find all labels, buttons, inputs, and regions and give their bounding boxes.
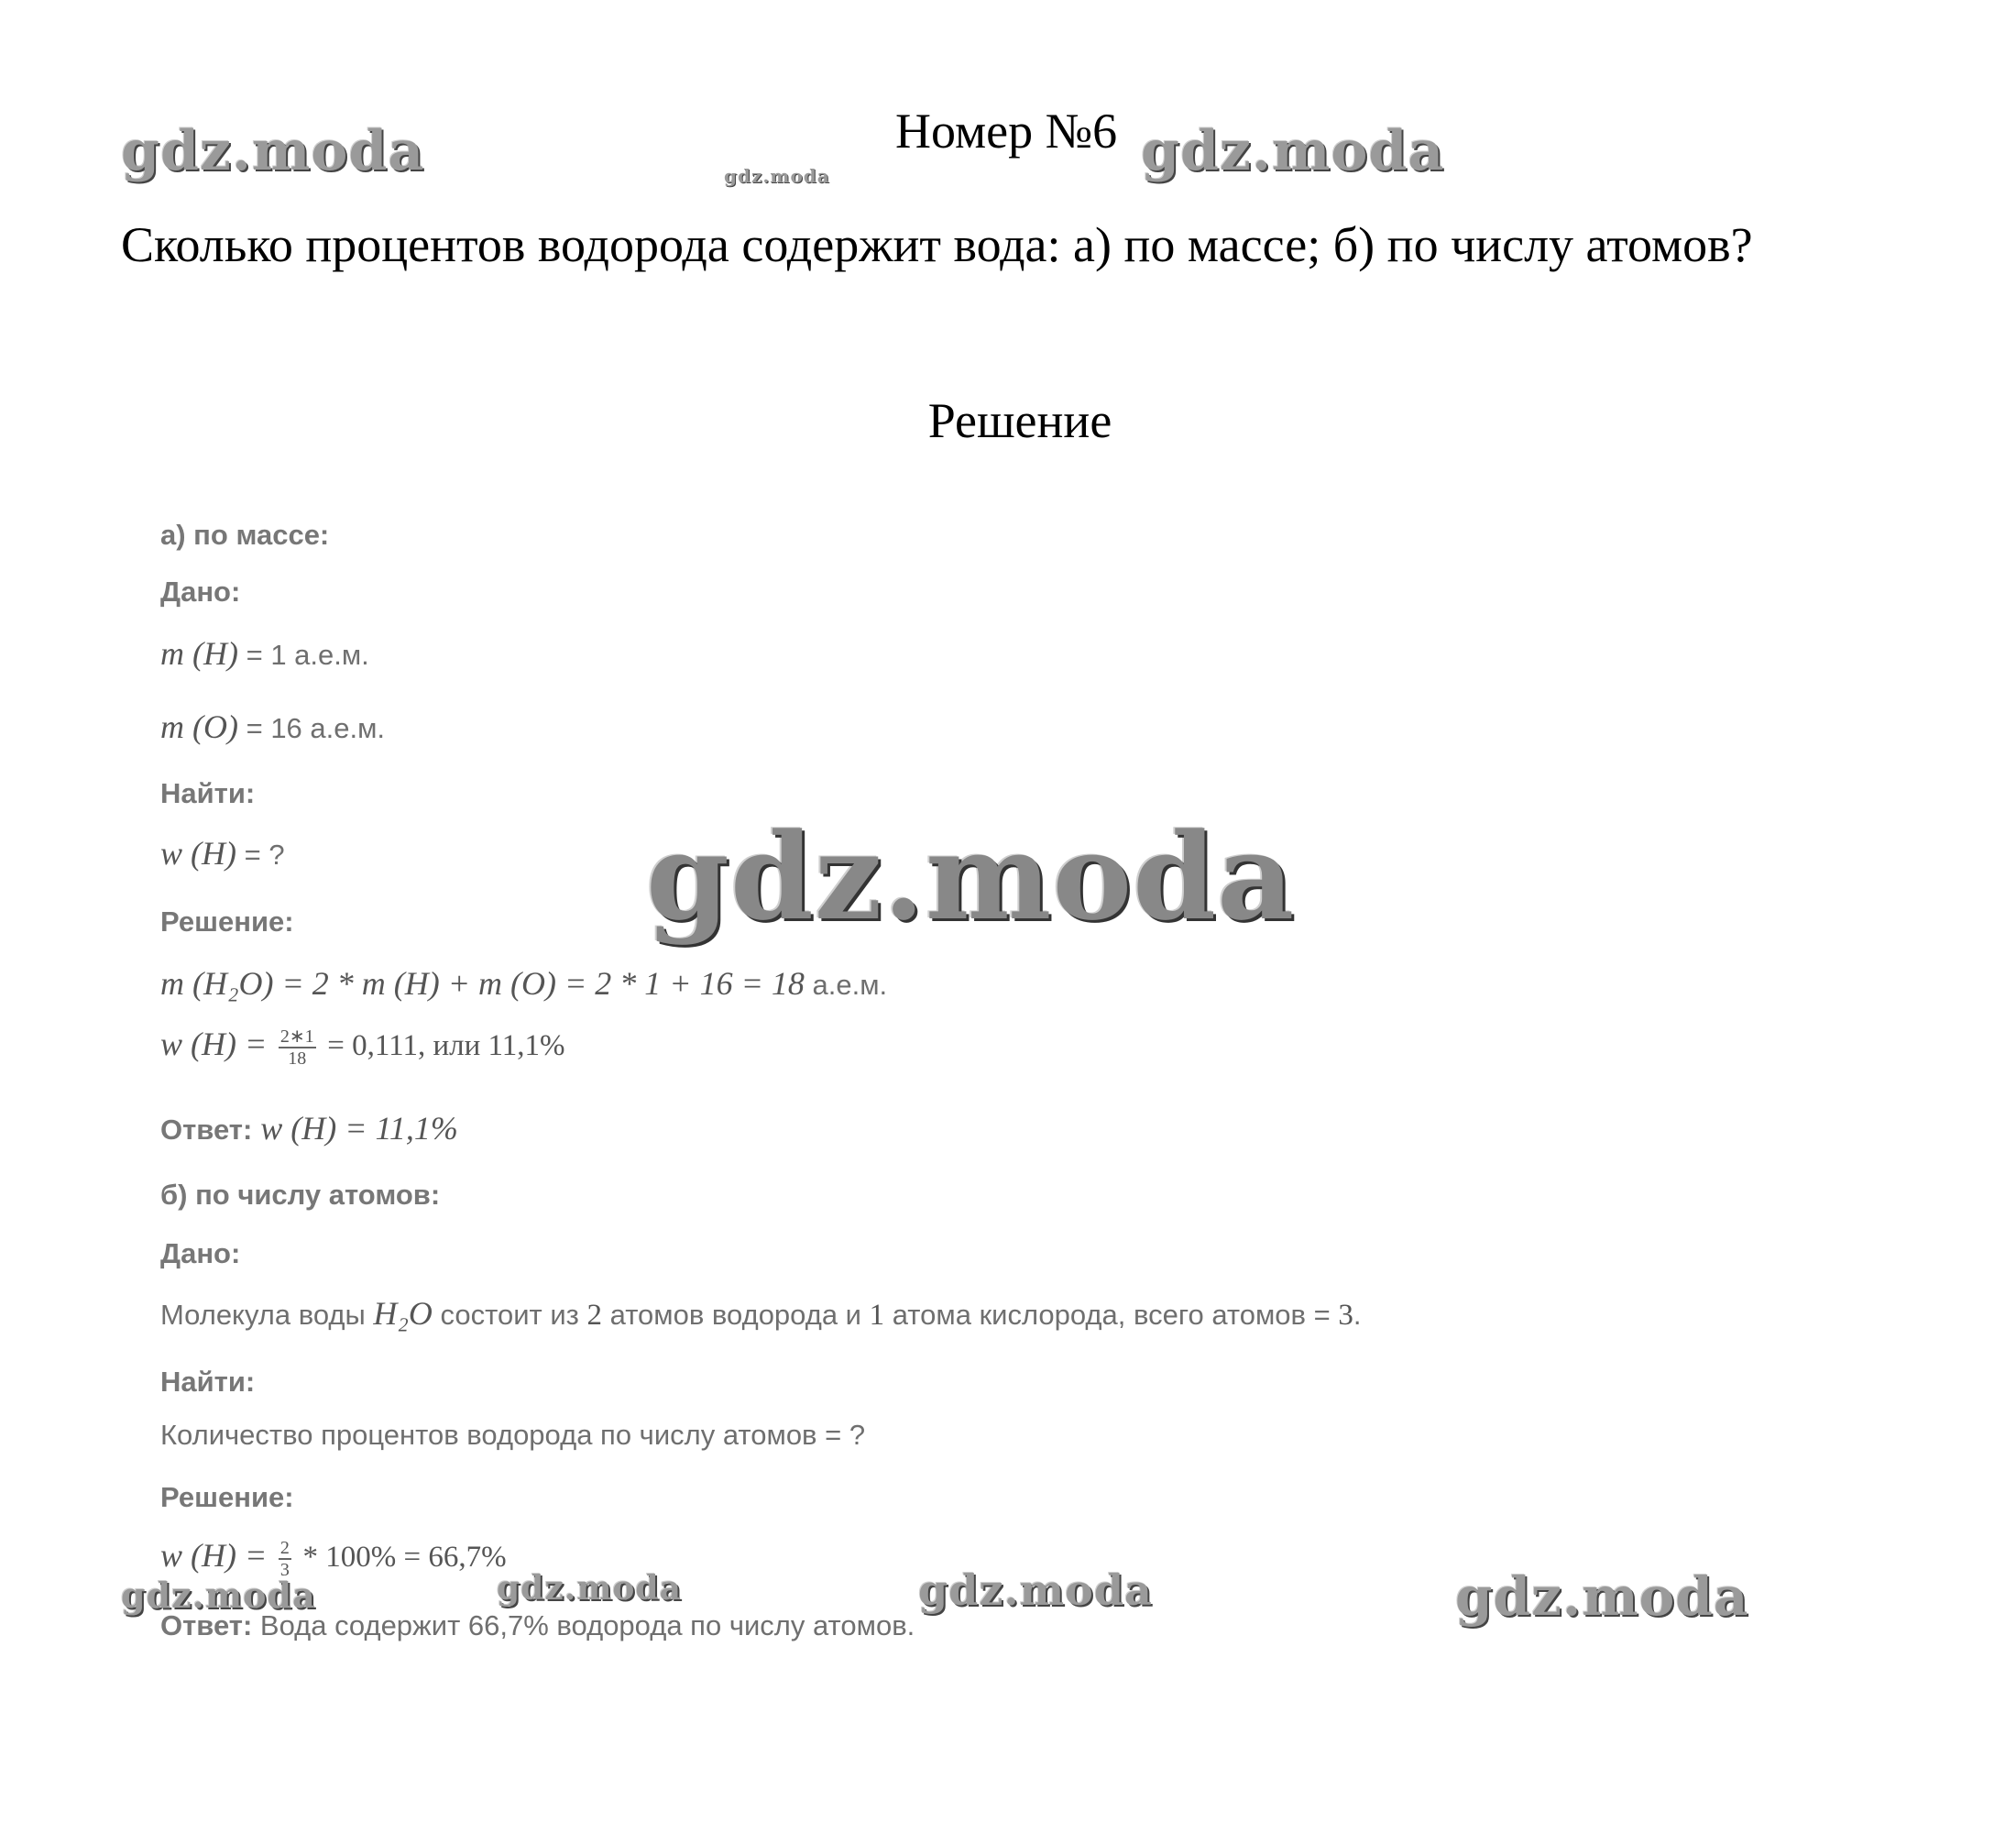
part-b-equation xyxy=(160,1536,507,1580)
part-b-eq-denominator: 3 xyxy=(279,1559,290,1580)
watermark-center: gdz.moda xyxy=(646,807,1296,947)
find-symbol: w (H) xyxy=(160,835,236,872)
eq2-denominator: 18 xyxy=(288,1048,307,1069)
watermark-top-small: gdz.moda xyxy=(724,165,830,187)
eq1-expression: m (H₂O) = 2 * m (H) + m (O) = 2 * 1 + 16 = 18 xyxy=(160,965,805,1002)
watermark-bottom-4: gdz.moda xyxy=(1455,1565,1749,1628)
given-2-symbol: m (O) xyxy=(160,708,238,745)
given-n3: 3 xyxy=(1338,1299,1353,1332)
part-a-given-2 xyxy=(160,708,385,746)
page-title: Номер №6 xyxy=(895,104,1118,159)
eq2-fraction xyxy=(279,1026,316,1069)
watermark-bottom-2: gdz.moda xyxy=(497,1569,682,1608)
part-a-equation-2 xyxy=(160,1025,565,1069)
watermark-bottom-3: gdz.moda xyxy=(918,1565,1153,1615)
part-a-answer xyxy=(160,1109,458,1147)
eq2-prefix: w (H) = xyxy=(160,1026,268,1062)
part-b-given-label: Дано: xyxy=(160,1237,241,1269)
part-a-equation-1 xyxy=(160,964,887,1003)
given-text-3: атомов водорода и xyxy=(609,1299,861,1331)
given-1-value: = 1 а.е.м. xyxy=(237,639,369,671)
part-b-eq-fraction xyxy=(279,1538,291,1580)
part-a-given-label: Дано: xyxy=(160,576,241,608)
part-a-solution-label: Решение: xyxy=(160,906,294,938)
given-n2: 1 xyxy=(869,1299,885,1332)
part-a-find xyxy=(160,834,285,873)
part-b-find-label: Найти: xyxy=(160,1366,256,1398)
given-text-4: атома кислорода, всего атомов = xyxy=(892,1299,1331,1331)
part-b-given-text xyxy=(160,1294,1361,1333)
given-1-symbol: m (H) xyxy=(160,635,238,672)
part-a-given-1 xyxy=(160,634,369,673)
watermark-bottom-1: gdz.moda xyxy=(121,1575,316,1616)
question-text: Сколько процентов водорода содержит вода: а) по массе; б) по числу атомов? xyxy=(121,217,1753,272)
watermark-top-left: gdz.moda xyxy=(121,119,425,183)
given-text-5: . xyxy=(1353,1299,1362,1331)
solution-heading: Решение xyxy=(927,393,1112,448)
part-b-heading: б) по числу атомов: xyxy=(160,1179,441,1211)
part-b-answer-text: Вода содержит 66,7% водорода по числу атомов. xyxy=(252,1609,915,1641)
find-value: = ? xyxy=(236,839,285,871)
part-b-eq-numerator: 2 xyxy=(279,1537,290,1558)
eq1-unit: а.е.м. xyxy=(804,969,888,1001)
watermark-top-right: gdz.moda xyxy=(1141,119,1445,183)
part-a-answer-label: Ответ: xyxy=(160,1114,253,1146)
part-b-eq-prefix: w (H) = xyxy=(160,1537,268,1574)
part-a-heading: а) по массе: xyxy=(160,519,330,551)
given-2-value: = 16 а.е.м. xyxy=(237,712,386,744)
part-b-answer-label: Ответ: xyxy=(160,1609,253,1641)
part-b-find-text: Количество процентов водорода по числу атомов = ? xyxy=(160,1419,866,1451)
eq2-result: = 0,111, или 11,1% xyxy=(327,1029,565,1062)
part-b-eq-result: * 100% = 66,7% xyxy=(302,1541,507,1574)
given-formula: H₂O xyxy=(373,1295,433,1332)
part-b-answer xyxy=(160,1609,915,1642)
given-n1: 2 xyxy=(586,1299,603,1332)
part-a-find-label: Найти: xyxy=(160,777,256,809)
given-text-2: состоит из xyxy=(440,1299,579,1331)
eq2-numerator: 2∗1 xyxy=(279,1026,314,1047)
part-b-solution-label: Решение: xyxy=(160,1481,294,1513)
given-text-1: Молекула воды xyxy=(160,1299,366,1331)
part-a-answer-value: w (H) = 11,1% xyxy=(252,1110,458,1147)
